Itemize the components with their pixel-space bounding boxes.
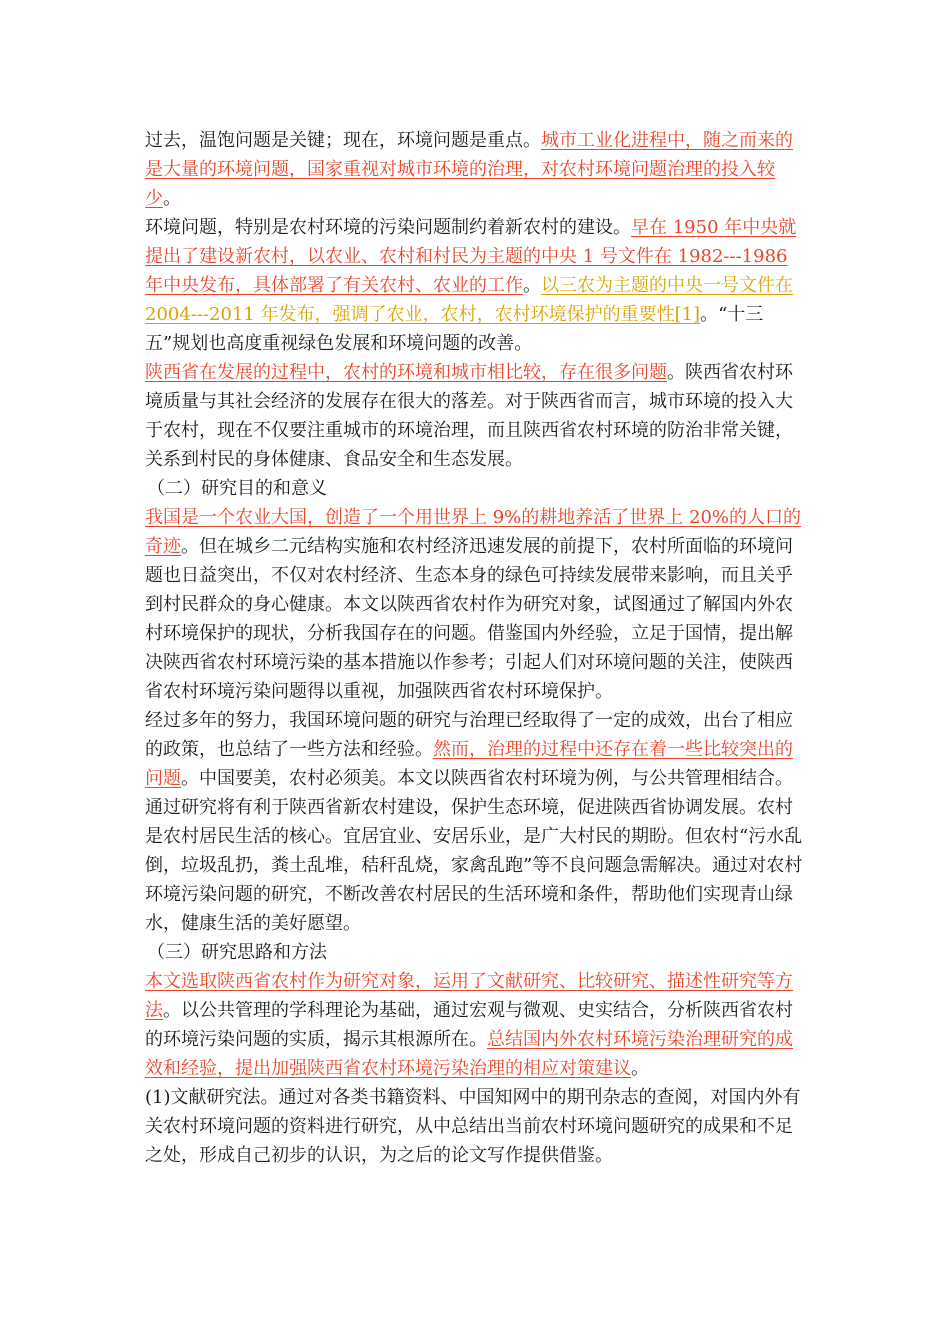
paragraph-text: 。	[163, 188, 181, 209]
body-paragraph	[145, 126, 805, 213]
paragraph-text: 过去，温饱问题是关键；现在，环境问题是重点。	[145, 130, 541, 151]
paragraph-text: (1)文献研究法。通过对各类书籍资料、中国知网中的期刊杂志的查阅，对国内外有关农村环境问题的资料进行研究，从中总结出当前农村环境问题研究的成果和不足之处，形成自己初步的认识，为之后的论文写作提供借鉴。	[145, 1087, 801, 1166]
section-heading: （二）研究目的和意义	[147, 478, 327, 499]
body-paragraph	[145, 358, 805, 474]
body-paragraph	[145, 213, 805, 358]
paragraph-text: 。陕西省农村环境质量与其社会经济的发展存在很大的落差。对于陕西省而言，城市环境的投入大于农村，现在不仅要注重城市的环境治理，而且陕西省农村环境的防治非常关键，关系到村民的身体健康、食品安全和生态发展。	[145, 362, 793, 470]
highlighted-text-red: 城市工业化进程中，随之而来的是大量的环境问题，国家重视对城市环境的治理，对农村环境问题治理的投入较少	[145, 130, 793, 209]
highlighted-text-red: 我国是一个农业大国，创造了一个用世界上 9%的耕地养活了世界上 20%的人口的奇迹	[145, 507, 802, 557]
highlighted-text-red: 陕西省在发展的过程中，农村的环境和城市相比较，存在很多问题	[145, 362, 667, 383]
highlighted-text-red: 早在 1950 年中央就提出了建设新农村，以农业、农村和村民为主题的中央 1 号文件在 1982---1986 年中央发布，具体部署了有关农村、农业的工作	[145, 217, 797, 296]
section-heading: （三）研究思路和方法	[147, 942, 327, 963]
body-paragraph	[145, 967, 805, 1083]
body-paragraph	[145, 1083, 805, 1170]
paragraph-text: 。	[631, 1058, 649, 1079]
paragraph-text: 经过多年的努力，我国环境问题的研究与治理已经取得了一定的成效，出台了相应的政策，也总结了一些方法和经验。	[145, 710, 793, 760]
highlighted-text-gold: 以三农为主题的中央一号文件在 2004---2011 年发布，强调了农业，农村，农村环境保护的重要性[1]	[145, 275, 793, 325]
highlighted-text-red: 本文选取陕西省农村作为研究对象，运用了文献研究、比较研究、描述性研究等方法	[145, 971, 793, 1021]
highlighted-text-red: 总结国内外农村环境污染治理研究的成效和经验，提出加强陕西省农村环境污染治理的相应对策建议	[145, 1029, 793, 1079]
highlighted-text-red: 然而，治理的过程中还存在着一些比较突出的问题	[145, 739, 793, 789]
paragraph-text: 。但在城乡二元结构实施和农村经济迅速发展的前提下，农村所面临的环境问题也日益突出，不仅对农村经济、生态本身的绿色可持续发展带来影响，而且关乎到村民群众的身心健康。本文以陕西省农村作为研究对象，试图通过了解国内外农村环境保护的现状，分析我国存在的问题。借鉴国内外经验，立足于国情，提出解决陕西省农村环境污染的基本措施以作参考；引起人们对环境问题的关注，使陕西省农村环境污染问题得以重视，加强陕西省农村环境保护。	[145, 536, 793, 702]
paragraph-text: 。	[523, 275, 541, 296]
paragraph-text: 。中国要美，农村必须美。本文以陕西省农村环境为例，与公共管理相结合。通过研究将有利于陕西省新农村建设，保护生态环境，促进陕西省协调发展。农村是农村居民生活的核心。宜居宜业、安居乐业，是广大村民的期盼。但农村“污水乱倒，垃圾乱扔，粪土乱堆，秸秆乱烧，家禽乱跑”等不良问题急需解决。通过对农村环境污染问题的研究，不断改善农村居民的生活环境和条件，帮助他们实现青山绿水，健康生活的美好愿望。	[145, 768, 803, 934]
document-body	[145, 126, 805, 1170]
paragraph-text: 。以公共管理的学科理论为基础，通过宏观与微观、史实结合，分析陕西省农村的环境污染问题的实质，揭示其根源所在。	[145, 1000, 793, 1050]
paragraph-text: 环境问题，特别是农村环境的污染问题制约着新农村的建设。	[145, 217, 631, 238]
body-paragraph	[145, 706, 805, 938]
paragraph-text: 。“十三五”规划也高度重视绿色发展和环境问题的改善。	[145, 304, 764, 354]
body-paragraph	[145, 503, 805, 706]
